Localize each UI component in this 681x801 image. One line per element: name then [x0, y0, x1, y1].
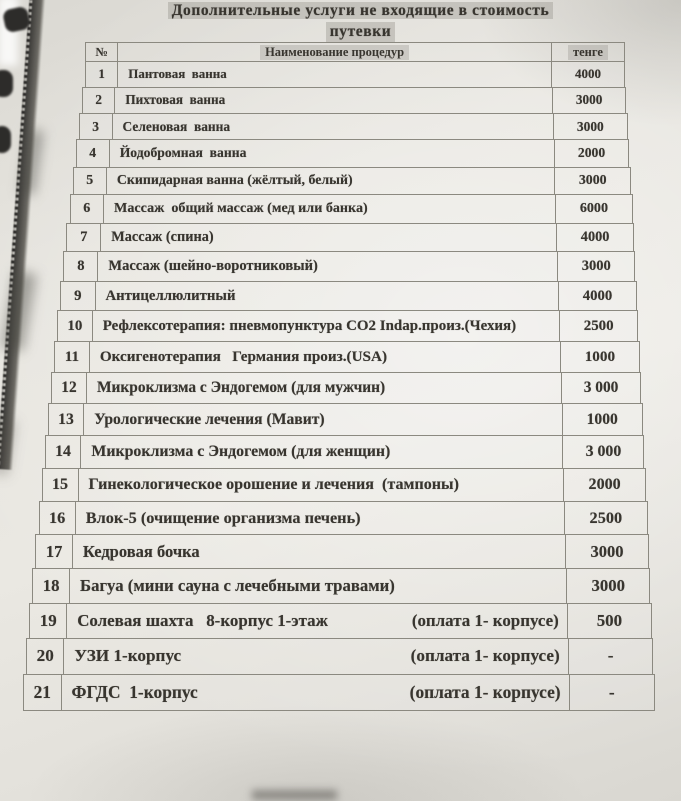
procedure-name: Микроклизма с Эндогемом (для мужчин) — [97, 378, 386, 396]
header-price-label: тенге — [568, 45, 608, 60]
price-value: 3 000 — [561, 373, 641, 403]
table-row — [23, 674, 655, 711]
procedure-name: Селеновая ванна — [122, 118, 231, 134]
procedure-cell — [93, 311, 559, 340]
table-row — [63, 251, 635, 281]
ink-smudge — [252, 790, 337, 800]
table-row — [35, 534, 649, 569]
procedure-cell — [90, 342, 560, 372]
price-value: 2500 — [559, 311, 638, 340]
header-procedure-column — [118, 43, 551, 61]
row-number: 19 — [30, 604, 67, 638]
table-row — [70, 194, 633, 223]
table-rows — [0, 62, 681, 711]
table-row — [60, 281, 637, 312]
procedure-name: Влок-5 (очищение организма печень) — [85, 507, 361, 527]
procedure-cell — [84, 404, 561, 435]
table-row — [51, 372, 642, 404]
price-value: 4000 — [558, 282, 636, 311]
procedure-cell — [101, 224, 556, 252]
procedure-cell — [64, 639, 567, 674]
payment-note: (оплата 1- корпусе) — [411, 610, 559, 630]
procedure-name: Багуа (мини сауна с лечебными травами) — [80, 575, 395, 595]
procedure-name: УЗИ 1-корпус — [74, 646, 182, 666]
table-row — [32, 568, 650, 604]
table-row — [42, 468, 646, 502]
table-row — [45, 435, 645, 468]
price-value: 6000 — [555, 195, 631, 222]
procedure-name: Антицеллюлитный — [105, 287, 236, 304]
procedure-cell — [73, 535, 565, 568]
price-value: 3000 — [557, 252, 634, 280]
procedure-cell — [81, 436, 562, 467]
row-number: 3 — [80, 114, 113, 140]
row-number: 4 — [77, 140, 110, 166]
procedure-name: Урологические лечения (Мавит) — [94, 410, 325, 428]
price-value: - — [568, 639, 653, 674]
table-row — [54, 341, 640, 373]
row-number: 6 — [71, 195, 105, 222]
price-value: 3000 — [553, 114, 627, 140]
procedure-cell — [104, 195, 555, 222]
row-number: 7 — [67, 224, 101, 252]
row-number: 5 — [74, 168, 107, 195]
price-value: 3000 — [566, 569, 650, 603]
table-row — [29, 603, 652, 639]
row-number: 8 — [64, 252, 98, 280]
procedure-cell — [87, 373, 561, 403]
price-value: 3000 — [554, 168, 630, 195]
page-title — [88, 1, 633, 42]
procedure-cell — [67, 604, 567, 638]
table-header — [85, 42, 625, 62]
procedure-name: Йодобромная ванна — [119, 145, 247, 161]
procedure-cell — [107, 168, 555, 195]
price-value: 4000 — [556, 224, 633, 252]
procedure-name: Массаж общий массаж (мед или банка) — [114, 200, 368, 217]
price-value: 2000 — [554, 140, 629, 166]
procedure-name: Массаж (шейно-воротниковый) — [108, 257, 318, 274]
procedure-cell — [62, 675, 569, 710]
price-value: 2000 — [563, 469, 645, 501]
title-line-1: Дополнительные услуги не входящие в стоимость — [168, 2, 554, 19]
payment-note: (оплата 1- корпусе) — [410, 646, 560, 666]
header-number-column: № — [86, 43, 118, 61]
procedure-name: ФГДС 1-корпус — [71, 681, 198, 702]
price-value: 4000 — [551, 62, 624, 87]
table-row — [79, 113, 628, 141]
price-value: 3000 — [552, 88, 626, 113]
table-row — [76, 139, 630, 167]
row-number: 2 — [83, 88, 115, 113]
table-row — [85, 61, 625, 88]
price-value: 1000 — [562, 404, 642, 435]
row-number: 21 — [24, 675, 62, 710]
procedure-name: Рефлексотерапия: пневмопунктура CO2 Indap.произ.(Чехия) — [102, 317, 517, 334]
price-value: - — [569, 675, 654, 710]
row-number: 1 — [86, 62, 118, 87]
procedure-cell — [115, 88, 551, 113]
procedure-name: Пихтовая ванна — [125, 92, 226, 108]
price-value: 3 000 — [562, 436, 643, 467]
row-number: 10 — [58, 311, 93, 340]
row-number: 12 — [52, 373, 87, 403]
procedure-name: Оксигенотерапия Германия произ.(USA) — [99, 347, 388, 365]
table-row — [73, 167, 631, 196]
procedure-name: Массаж (спина) — [111, 228, 214, 245]
procedure-name: Солевая шахта 8-корпус 1-этаж — [77, 610, 328, 630]
title-line-2: путевки — [326, 22, 396, 42]
procedure-name: Пантовая ванна — [128, 66, 227, 82]
table-row — [39, 501, 648, 536]
table-row — [66, 223, 634, 253]
row-number: 17 — [36, 535, 72, 568]
procedure-cell — [98, 252, 557, 280]
table-row — [26, 638, 653, 675]
header-procedure-label: Наименование процедур — [260, 45, 409, 60]
row-number: 11 — [55, 342, 90, 372]
row-number: 15 — [43, 469, 79, 501]
row-number: 18 — [33, 569, 70, 603]
procedure-cell — [96, 282, 558, 311]
payment-note: (оплата 1- корпусе) — [409, 681, 561, 702]
table-row — [48, 403, 643, 436]
procedure-cell — [118, 62, 551, 87]
procedure-name: Гинекологическое орошение и лечения (тампоны) — [88, 475, 459, 493]
procedure-name: Кедровая бочка — [82, 541, 200, 561]
table-row — [82, 87, 627, 114]
price-value: 500 — [567, 604, 651, 638]
procedure-cell — [110, 140, 554, 166]
price-value: 2500 — [564, 502, 646, 535]
price-value: 3000 — [565, 535, 648, 568]
procedure-cell — [79, 469, 564, 501]
table-row — [57, 310, 638, 341]
procedure-name: Скипидарная ванна (жёлтый, белый) — [116, 172, 353, 188]
procedure-cell — [113, 114, 553, 140]
row-number: 13 — [49, 404, 84, 435]
row-number: 9 — [61, 282, 95, 311]
row-number: 14 — [46, 436, 82, 467]
procedure-name: Микроклизма с Эндогемом (для женщин) — [91, 442, 391, 460]
header-price-column — [551, 43, 624, 61]
procedure-cell — [70, 569, 566, 603]
row-number: 20 — [27, 639, 64, 674]
procedure-cell — [76, 502, 564, 535]
price-value: 1000 — [560, 342, 639, 372]
row-number: 16 — [40, 502, 76, 535]
